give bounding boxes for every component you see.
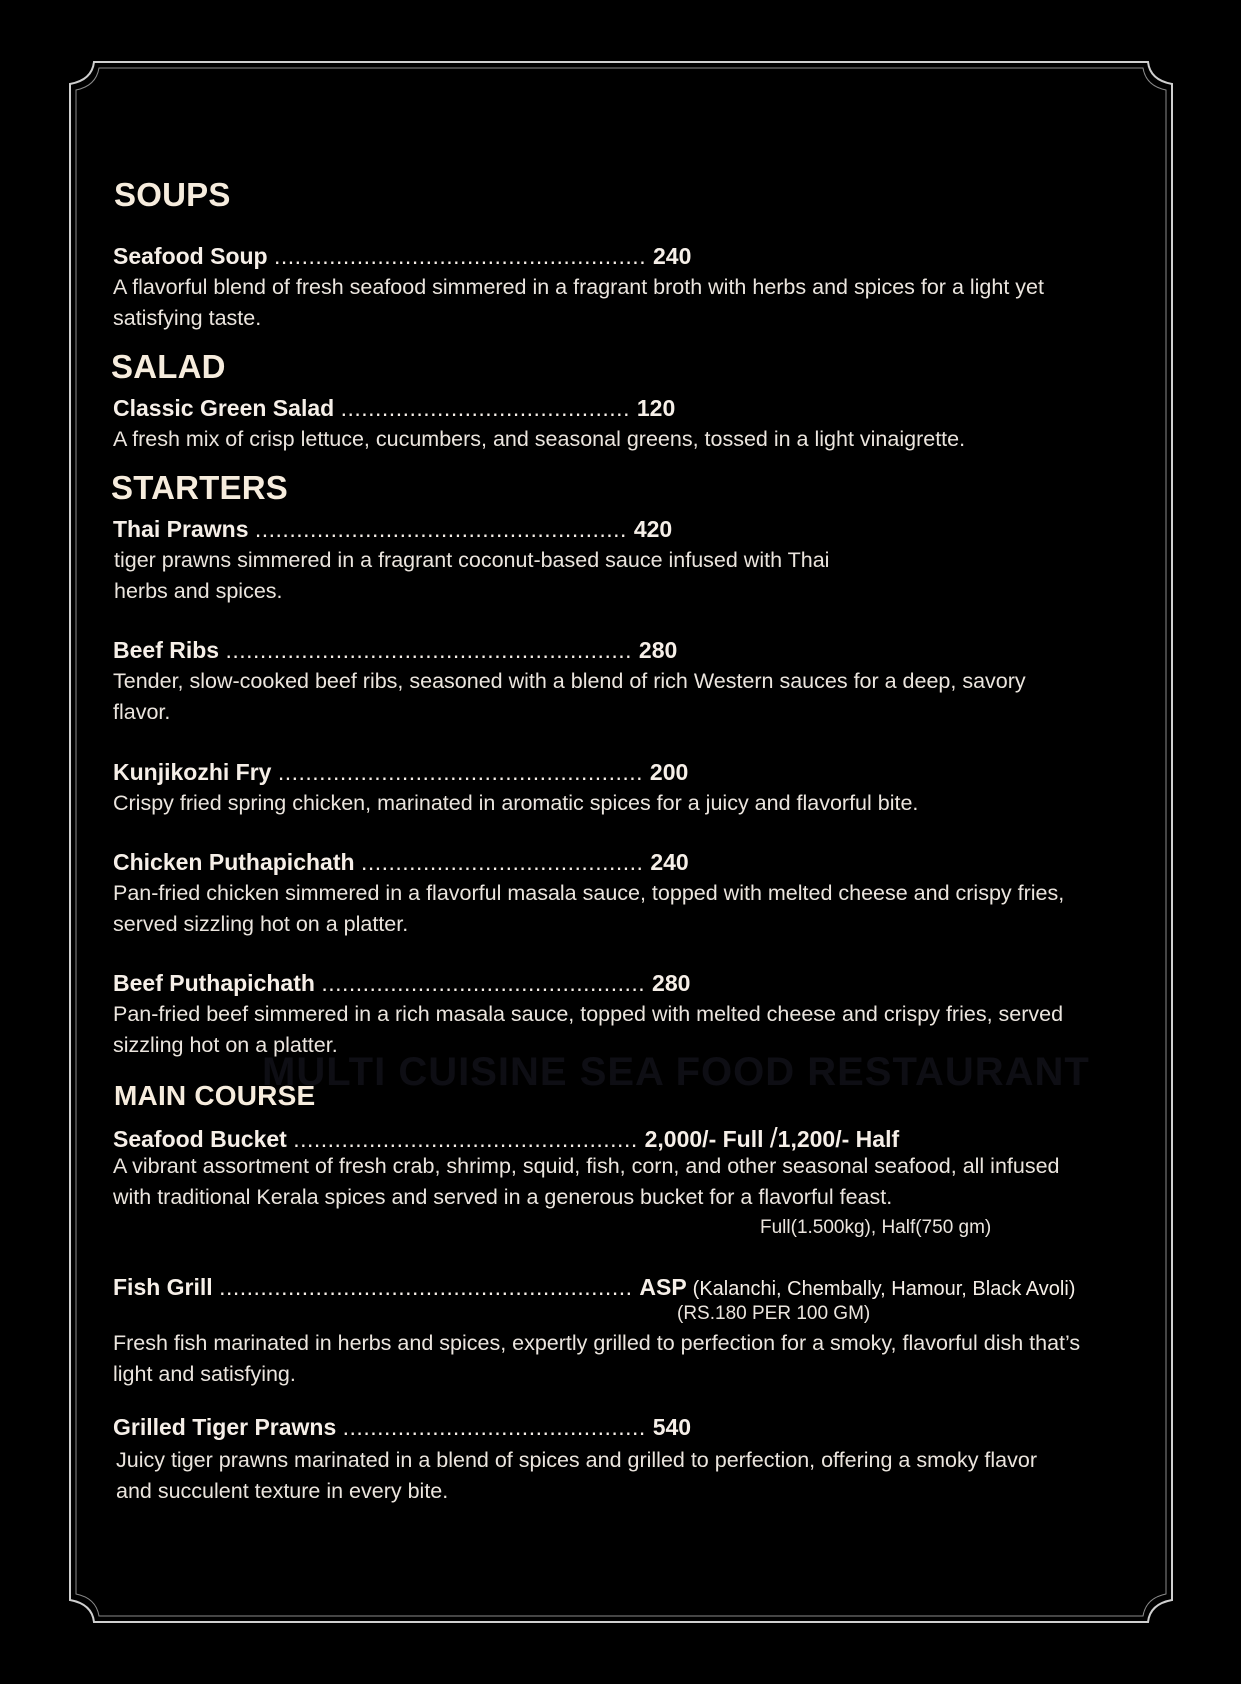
item-price: 200	[649, 759, 689, 785]
item-price: ASP	[639, 1274, 687, 1300]
price-separator: /	[769, 1122, 778, 1153]
leader-dots: ......................................................	[254, 516, 634, 542]
restaurant-watermark: MULTI CUISINE SEA FOOD RESTAURANT	[262, 1050, 1090, 1094]
item-name: Seafood Soup	[113, 243, 268, 269]
item-price: 280	[652, 970, 691, 996]
item-name: Seafood Bucket	[113, 1126, 287, 1152]
item-description: Juicy tiger prawns marinated in a blend of spices and grilled to perfection, offering a smoky flavor and succulent texture in every bite.	[116, 1448, 1037, 1503]
menu-item-seafood-soup	[113, 243, 691, 270]
leader-dots: ............................................	[342, 1414, 653, 1440]
menu-item-kunjikozhi-fry	[113, 759, 688, 786]
item-description: tiger prawns simmered in a fragrant coconut-based sauce infused with Thai herbs and spices.	[114, 548, 830, 603]
fish-varieties: (Kalanchi, Chembally, Hamour, Black Avoli)	[692, 1278, 1076, 1300]
menu-item-seafood-bucket	[113, 1122, 899, 1154]
item-description: A fresh mix of crisp lettuce, cucumbers, and seasonal greens, tossed in a light vinaigrette.	[113, 427, 966, 451]
item-price: 420	[633, 516, 673, 542]
section-title-soups: SOUPS	[114, 176, 231, 213]
menu-item-beef-ribs	[113, 637, 677, 664]
item-description: Fresh fish marinated in herbs and spices, expertly grilled to perfection for a smoky, flavorful dish that’s light and satisfying.	[113, 1331, 1081, 1386]
item-name: Kunjikozhi Fry	[113, 759, 272, 785]
menu-item-grilled-tiger-prawns	[113, 1414, 691, 1441]
item-price: 240	[650, 849, 689, 875]
leader-dots: .....................................................	[277, 759, 650, 785]
leader-dots: .........................................	[360, 849, 651, 875]
item-price: 540	[652, 1414, 692, 1440]
leader-dots: ...............................................	[321, 970, 653, 996]
menu-item-beef-puthapichath	[113, 970, 690, 997]
leader-dots: ...........................................................	[225, 637, 639, 663]
item-name: Beef Ribs	[113, 637, 220, 663]
menu-item-chicken-puthapichath	[113, 849, 689, 876]
item-description: Pan-fried beef simmered in a rich masala sauce, topped with melted cheese and crispy fries, served sizzling hot on a platter.	[113, 1002, 1064, 1057]
item-price: 120	[636, 395, 676, 421]
item-name: Classic Green Salad	[113, 395, 335, 421]
leader-dots: ............................................................	[219, 1274, 640, 1300]
portion-note: Full(1.500kg), Half(750 gm)	[760, 1217, 992, 1238]
menu-item-thai-prawns	[113, 516, 672, 543]
item-description: Tender, slow-cooked beef ribs, seasoned with a blend of rich Western sauces for a deep, savory flavor.	[113, 669, 1026, 724]
item-name: Grilled Tiger Prawns	[113, 1414, 337, 1440]
menu-item-classic-green-salad	[113, 395, 675, 422]
item-price-half: 1,200/- Half	[777, 1126, 900, 1152]
fish-rate: (RS.180 PER 100 GM)	[677, 1303, 871, 1324]
section-title-main-course: MAIN COURSE	[114, 1080, 316, 1111]
section-title-starters: STARTERS	[111, 469, 288, 506]
item-name: Thai Prawns	[113, 516, 249, 542]
menu-item-fish-grill	[113, 1274, 1075, 1301]
item-name: Chicken Puthapichath	[113, 849, 355, 875]
item-name: Fish Grill	[113, 1274, 213, 1300]
item-name: Beef Puthapichath	[113, 970, 315, 996]
leader-dots: ..........................................	[340, 395, 637, 421]
item-description: A vibrant assortment of fresh crab, shrimp, squid, fish, corn, and other seasonal seafood, all infused with traditional Kerala spices and served in a generous bucket for a flavorful feast.	[113, 1154, 1060, 1209]
item-price: 280	[638, 637, 678, 663]
section-title-salad: SALAD	[111, 348, 226, 385]
item-description: Crispy fried spring chicken, marinated in aromatic spices for a juicy and flavorful bite.	[113, 791, 919, 815]
item-price: 240	[652, 243, 692, 269]
leader-dots: ......................................................	[274, 243, 653, 269]
item-price: 2,000/- Full	[644, 1126, 764, 1152]
item-description: Pan-fried chicken simmered in a flavorful masala sauce, topped with melted cheese and crispy fries, served sizzling hot on a platter.	[113, 881, 1065, 936]
item-description: A flavorful blend of fresh seafood simmered in a fragrant broth with herbs and spices for a light yet satisfying taste.	[113, 275, 1044, 330]
leader-dots: ..................................................	[293, 1126, 645, 1152]
